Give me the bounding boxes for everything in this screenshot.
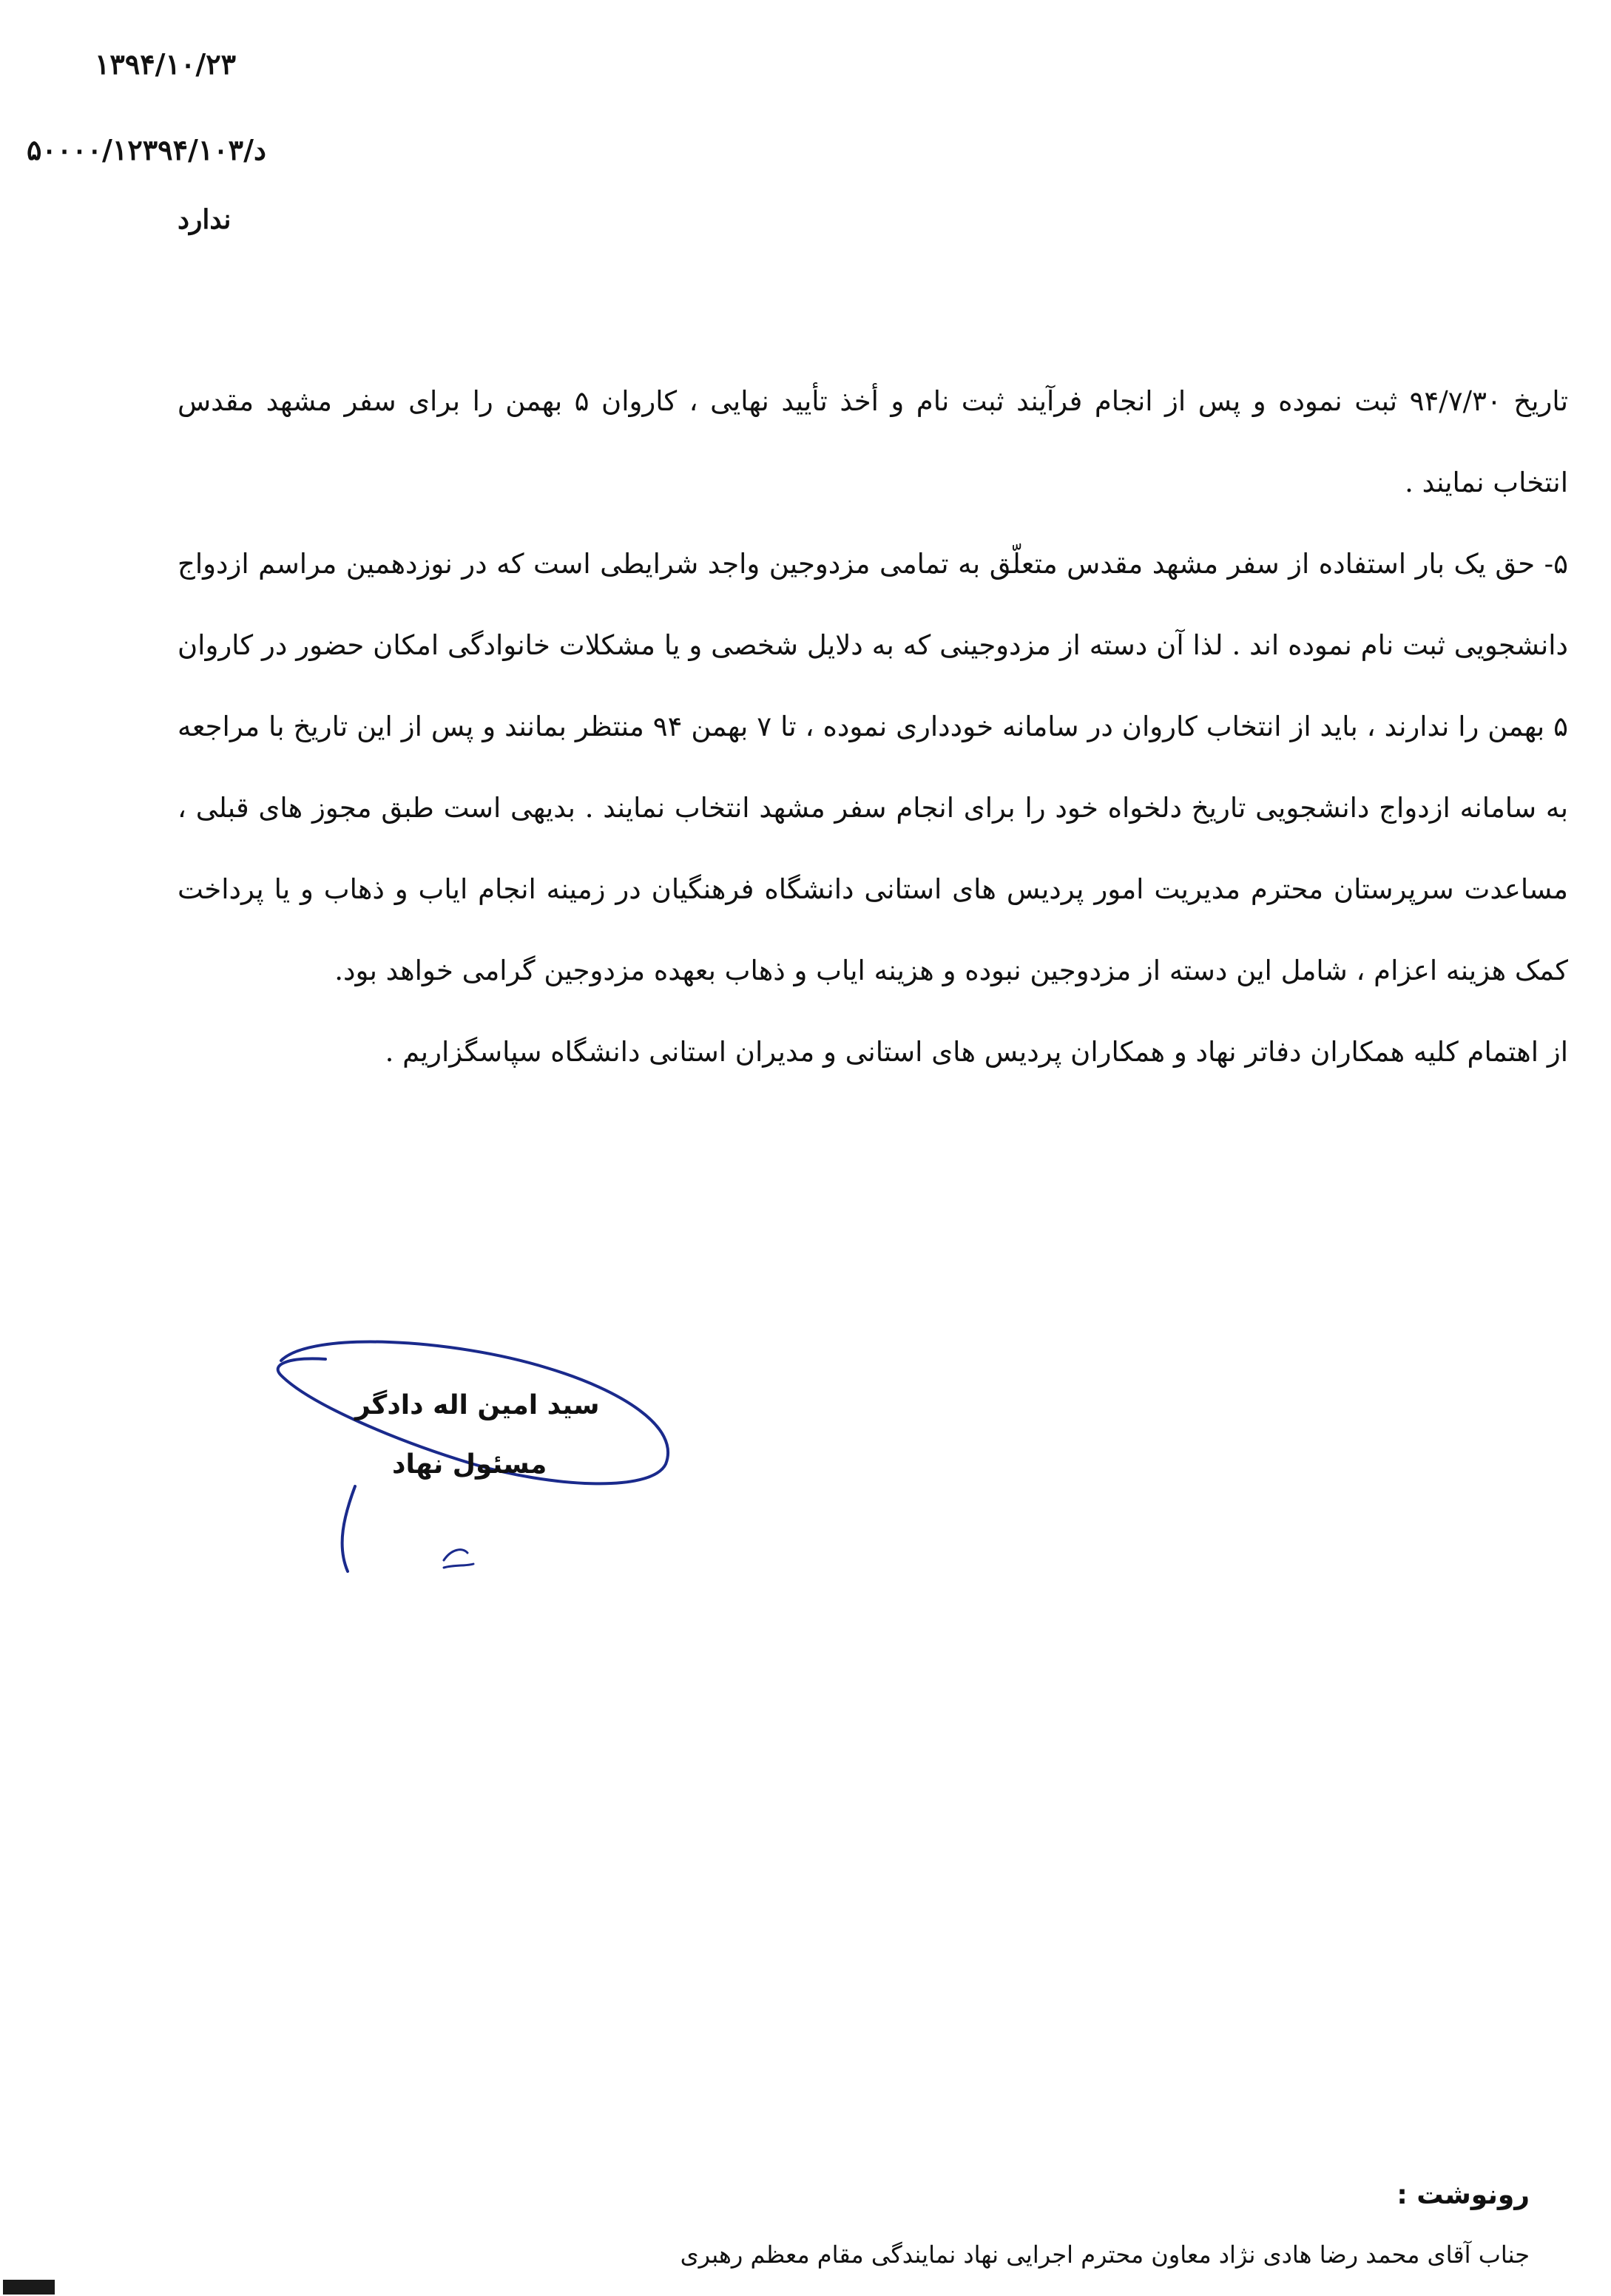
body-paragraph-1: تاریخ ۹۴/۷/۳۰ ثبت نموده و پس از انجام فرآیند ثبت نام و أخذ تأیید نهایی ، کاروان ۵ بهمن را برای سفر مشهد مقدس انتخاب نمایند . bbox=[178, 385, 1568, 498]
letter-date: ۱۳۹۴/۱۰/۲۳ bbox=[95, 47, 237, 81]
letter-number: د/۵۰۰۰۰/۱۲۳۹۴/۱۰۳ bbox=[27, 133, 266, 166]
cc-recipient: جناب آقای محمد رضا هادی نژاد معاون محترم اجرایی نهاد نمایندگی مقام معظم رهبری bbox=[680, 2241, 1530, 2269]
signer-title: مسئول نهاد bbox=[392, 1449, 547, 1480]
signer-name: سید امین اله دادگر bbox=[355, 1390, 600, 1420]
body-paragraph-3: از اهتمام کلیه همکاران دفاتر نهاد و همکاران پردیس های استانی و مدیران استانی دانشگاه سپاسگزاریم . bbox=[385, 1036, 1568, 1068]
letter-body bbox=[178, 361, 1568, 1093]
signature-block bbox=[266, 1316, 680, 1582]
footer-stamp-icon bbox=[3, 2280, 55, 2295]
body-paragraph-2: ۵- حق یک بار استفاده از سفر مشهد مقدس متعلّق به تمامی مزدوجین واجد شرایطی است که در نوزدهمین مراسم ازدواج دانشجویی ثبت نام نموده اند . لذا آن دسته از مزدوجینی که به دلایل شخصی و یا مشکلات خانوادگی امکان حضور در کاروان ۵ بهمن را ندارند ، باید از انتخاب کاروان در سامانه خودداری نموده ، تا ۷ بهمن ۹۴ منتظر بمانند و پس از این تاریخ با مراجعه به سامانه ازدواج دانشجویی تاریخ دلخواه خود را برای انجام سفر مشهد انتخاب نمایند . بدیهی است طبق مجوز های قبلی ، مساعدت سرپرستان محترم مدیریت امور پردیس های استانی دانشگاه فرهنگیان در زمینه انجام ایاب و ذهاب و یا پرداخت کمک هزینه اعزام ، شامل این دسته از مزدوجین نبوده و هزینه ایاب و ذهاب بعهده مزدوجین گرامی خواهد بود. bbox=[178, 548, 1569, 986]
letter-attachment: ندارد bbox=[178, 204, 232, 235]
cc-heading: رونوشت : bbox=[1396, 2180, 1530, 2210]
